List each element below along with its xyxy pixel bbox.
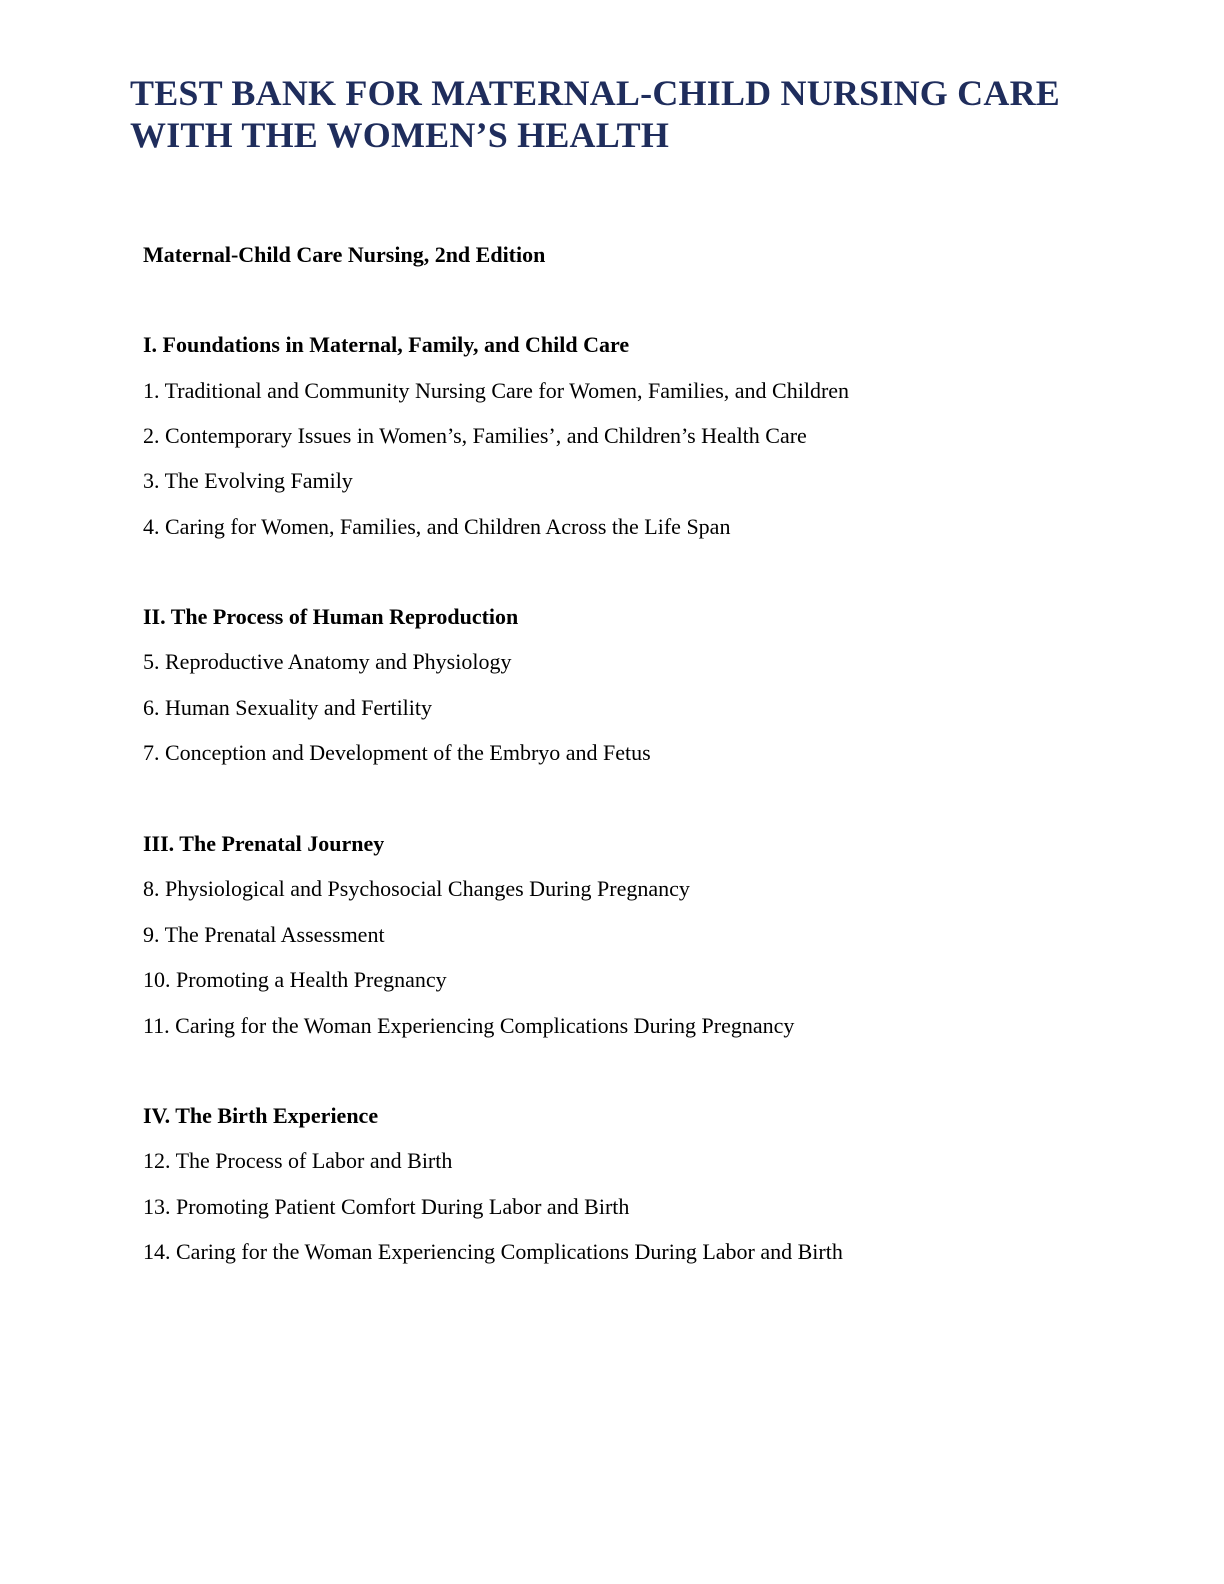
document-title-line-1: TEST BANK FOR MATERNAL-CHILD NURSING CARE: [130, 73, 1060, 113]
section-heading-3: III. The Prenatal Journey: [143, 831, 385, 856]
chapter-item-8: 8. Physiological and Psychosocial Changes During Pregnancy: [143, 876, 690, 901]
document-title: [130, 72, 1130, 156]
chapter-item-6: 6. Human Sexuality and Fertility: [143, 695, 433, 720]
chapter-item-2: 2. Contemporary Issues in Women’s, Families’, and Children’s Health Care: [143, 423, 807, 448]
section-heading-1: I. Foundations in Maternal, Family, and Child Care: [143, 332, 630, 357]
chapter-item-13: 13. Promoting Patient Comfort During Labor and Birth: [143, 1194, 630, 1219]
section-heading-2: II. The Process of Human Reproduction: [143, 604, 519, 629]
chapter-item-12: 12. The Process of Labor and Birth: [143, 1148, 453, 1173]
chapter-item-9: 9. The Prenatal Assessment: [143, 922, 385, 947]
chapter-item-14: 14. Caring for the Woman Experiencing Complications During Labor and Birth: [143, 1239, 843, 1264]
section-heading-4: IV. The Birth Experience: [143, 1103, 379, 1128]
chapter-item-4: 4. Caring for Women, Families, and Children Across the Life Span: [143, 514, 731, 539]
chapter-item-5: 5. Reproductive Anatomy and Physiology: [143, 649, 512, 674]
document-title-line-2: WITH THE WOMEN’S HEALTH: [130, 115, 670, 155]
chapter-item-3: 3. The Evolving Family: [143, 468, 353, 493]
chapter-item-11: 11. Caring for the Woman Experiencing Complications During Pregnancy: [143, 1013, 795, 1038]
book-edition-subtitle: Maternal-Child Care Nursing, 2nd Edition: [143, 242, 546, 267]
chapter-item-10: 10. Promoting a Health Pregnancy: [143, 967, 447, 992]
chapter-item-7: 7. Conception and Development of the Embryo and Fetus: [143, 740, 651, 765]
chapter-item-1: 1. Traditional and Community Nursing Care for Women, Families, and Children: [143, 378, 850, 403]
